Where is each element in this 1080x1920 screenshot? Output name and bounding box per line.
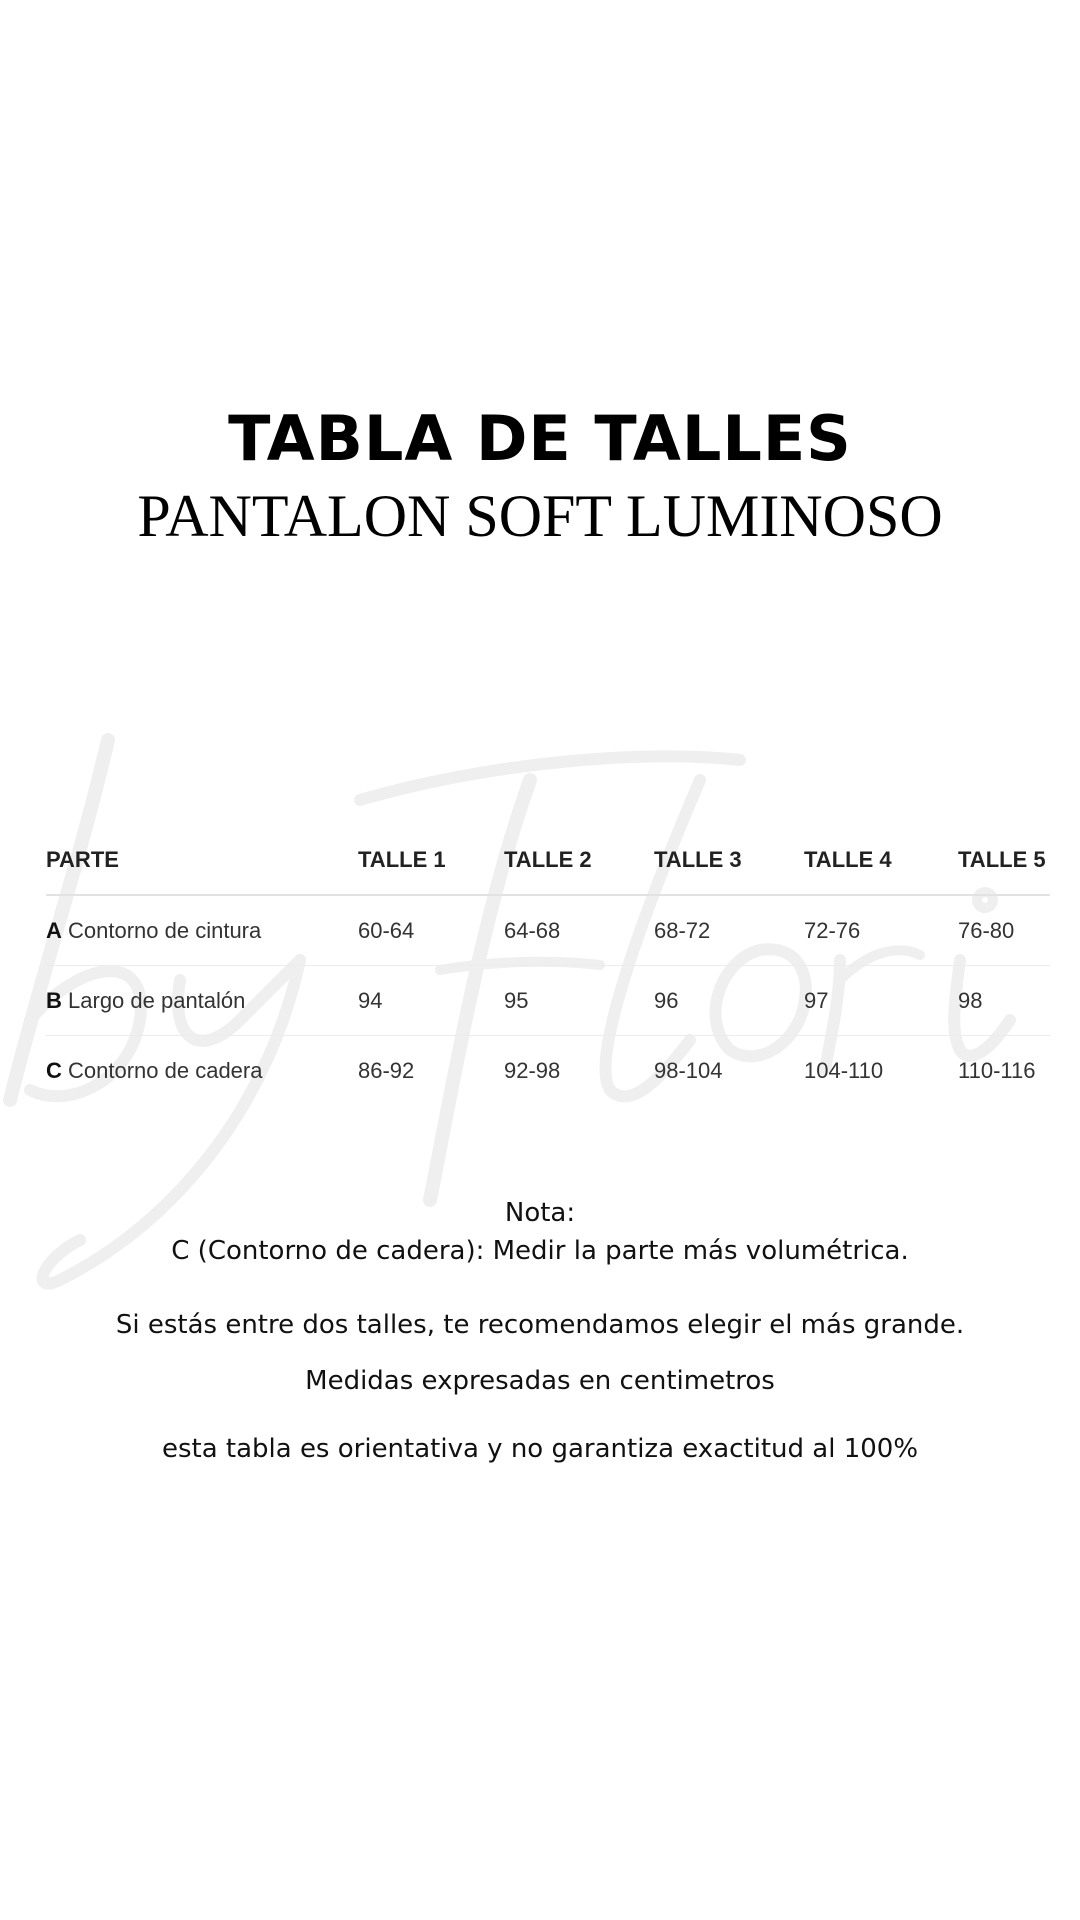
table-cell: 64-68 [504, 895, 654, 966]
table-row [46, 895, 1050, 966]
table-cell: 72-76 [804, 895, 958, 966]
table-row [46, 966, 1050, 1036]
table-cell: 95 [504, 966, 654, 1036]
part-name: Largo de pantalón [68, 987, 246, 1013]
row-part-cell [46, 895, 358, 966]
size-table [46, 826, 1050, 1105]
size-advice: Si estás entre dos talles, te recomendamos elegir el más grande. [115, 1310, 965, 1340]
table-cell: 94 [358, 966, 504, 1036]
table-cell: 68-72 [654, 895, 804, 966]
table-header-row [46, 826, 1050, 895]
table-cell: 92-98 [504, 1057, 561, 1083]
column-header-talle-5: TALLE 5 [958, 826, 1050, 895]
disclaimer: esta tabla es orientativa y no garantiza exactitud al 100% [161, 1434, 919, 1464]
note-hip-measurement: C (Contorno de cadera): Medir la parte más volumétrica. [171, 1236, 909, 1266]
table-cell: 60-64 [358, 895, 504, 966]
part-name: Contorno de cintura [68, 917, 262, 943]
note-label: Nota: [504, 1198, 576, 1228]
column-header-talle-3: TALLE 3 [654, 826, 804, 895]
title-block [0, 402, 1080, 549]
table-cell: 97 [804, 966, 958, 1036]
product-subtitle: PANTALON SOFT LUMINOSO [137, 483, 943, 549]
column-header-talle-1: TALLE 1 [358, 826, 504, 895]
table-cell: 98 [958, 966, 1050, 1036]
row-part-cell [46, 966, 358, 1036]
column-header-talle-2: TALLE 2 [504, 826, 654, 895]
part-letter: B [46, 987, 62, 1013]
part-letter: A [46, 917, 62, 943]
page-title: TABLA DE TALLES [228, 402, 852, 475]
table-cell: 86-92 [358, 1057, 415, 1083]
table-row [46, 1036, 1050, 1106]
column-header-talle-4: TALLE 4 [804, 826, 958, 895]
part-letter: C [46, 1057, 62, 1083]
table-cell: 104-110 [804, 1057, 884, 1083]
column-header-part: PARTE [46, 826, 358, 895]
units-note: Medidas expresadas en centimetros [305, 1366, 775, 1396]
part-name: Contorno de cadera [68, 1057, 263, 1083]
table-cell: 98-104 [654, 1057, 723, 1083]
row-part-cell [46, 1036, 358, 1106]
table-cell: 76-80 [958, 895, 1050, 966]
table-cell: 96 [654, 966, 804, 1036]
table-cell: 110-116 [958, 1057, 1036, 1083]
